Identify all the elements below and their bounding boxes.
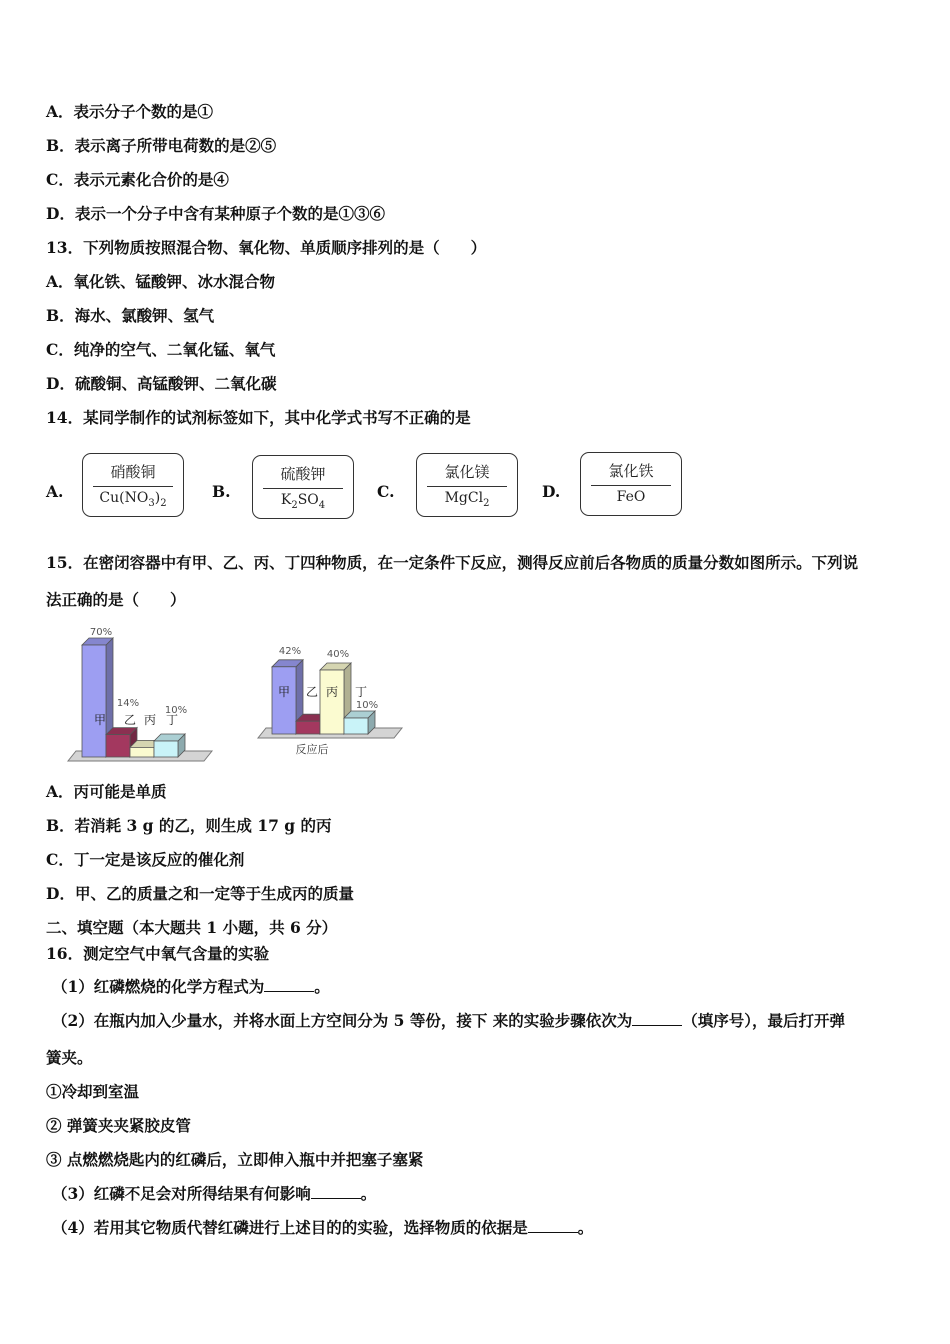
q12-option-c: C．表示元素化合价的是④ [46,170,229,189]
q16-part2: （2）在瓶内加入少量水，并将水面上方空间分为 5 等份，接下 来的实验步骤依次为 （填序号），最后打开弹 [52,1011,846,1030]
reagent-name: 氯化铁 [608,462,654,480]
section-title: 二、填空题（本大题共 1 小题，共 6 分） [46,918,338,937]
q12-option-b: B．表示离子所带电荷数的是②⑤ [46,136,277,155]
q15-option-d: D．甲、乙的质量之和一定等于生成丙的质量 [46,884,354,903]
chart-before-reaction [50,620,220,770]
reagent-label-d [580,452,682,516]
answer-blank[interactable] [528,1218,578,1233]
q13-option-d: D．硫酸铜、高锰酸钾、二氧化碳 [46,374,277,393]
label-divider [427,486,507,487]
category-label: 丁 [165,713,179,727]
q15-option-b: B．若消耗 3 g 的乙，则生成 17 g 的丙 [46,816,332,835]
bar-front [130,747,154,757]
category-label: 甲 [277,685,291,699]
value-label: 14% [116,698,140,709]
answer-blank[interactable] [311,1184,361,1199]
q15-stem-line2: 法正确的是（ ） [46,590,186,609]
q14-stem: 14．某同学制作的试剂标签如下，其中化学式书写不正确的是 [46,408,471,427]
reagent-name: 氯化镁 [444,463,490,481]
reagent-formula: $K_2SO_4$ [280,492,326,511]
label-divider [93,486,173,487]
q13-option-b: B．海水、氯酸钾、氢气 [46,306,215,325]
q16-step1: ①冷却到室温 [46,1082,140,1101]
q13-option-c: C．纯净的空气、二氧化锰、氧气 [46,340,276,359]
label-divider [591,485,671,486]
bar-front [296,721,320,734]
reagent-label-a [82,453,184,517]
reagent-formula: FeO [616,489,646,505]
q15-option-c: C．丁一定是该反应的催化剂 [46,850,245,869]
bar-丁 [154,734,185,757]
bar-front [344,718,368,734]
reagent-name: 硫酸钾 [280,465,326,483]
reagent-label-b [252,455,354,519]
category-label: 丙 [143,713,157,727]
value-label: 40% [326,649,350,660]
bar-front [272,667,296,734]
answer-blank[interactable] [264,977,314,992]
category-label: 乙 [305,685,319,699]
q16-stem: 16．测定空气中氧气含量的实验 [46,944,270,963]
q14-letter-c: C. [377,482,395,501]
reagent-label-c [416,453,518,517]
q14-letter-b: B. [212,482,231,501]
q14-letter-a: A. [46,482,64,501]
category-label: 甲 [93,713,107,727]
category-label: 乙 [123,713,137,727]
q16-part2-cont: 簧夹。 [46,1048,93,1067]
bar-front [82,645,106,757]
value-label: 70% [89,627,113,638]
chart-title: 反应后 [295,743,329,756]
q16-part3: （3）红磷不足会对所得结果有何影响 。 [52,1184,377,1203]
q13-stem: 13．下列物质按照混合物、氧化物、单质顺序排列的是（ ） [46,238,487,257]
category-label: 丙 [325,685,339,699]
q15-stem-line1: 15．在密闭容器中有甲、乙、丙、丁四种物质，在一定条件下反应，测得反应前后各物质的质量分数如图所示。下列说 [46,553,859,572]
reagent-formula: MgCl$_2$ [444,490,490,509]
reagent-formula: $Cu(NO_3)_2$ [99,490,167,509]
bar-front [320,670,344,734]
category-label: 丁 [354,685,368,699]
value-label: 42% [278,646,302,657]
q14-letter-d: D. [542,482,561,501]
q12-option-a: A．表示分子个数的是① [46,102,214,121]
q16-part1: （1）红磷燃烧的化学方程式为 。 [52,977,330,996]
bar-front [106,735,130,757]
q16-part4: （4）若用其它物质代替红磷进行上述目的的实验，选择物质的依据是 。 [52,1218,594,1237]
chart-after-reaction [240,638,410,763]
reagent-name: 硝酸铜 [110,463,156,481]
value-label: 10% [355,700,379,711]
label-divider [263,488,343,489]
bar-丁 [344,711,375,734]
bar-front [154,741,178,757]
q13-option-a: A．氧化铁、锰酸钾、冰水混合物 [46,272,276,291]
q16-step2: ② 弹簧夹夹紧胶皮管 [46,1116,191,1135]
answer-blank[interactable] [632,1011,682,1026]
q16-step3: ③ 点燃燃烧匙内的红磷后，立即伸入瓶中并把塞子塞紧 [46,1150,424,1169]
q12-option-d: D．表示一个分子中含有某种原子个数的是①③⑥ [46,204,385,223]
q15-option-a: A．丙可能是单质 [46,782,167,801]
value-label: 10% [164,705,188,716]
